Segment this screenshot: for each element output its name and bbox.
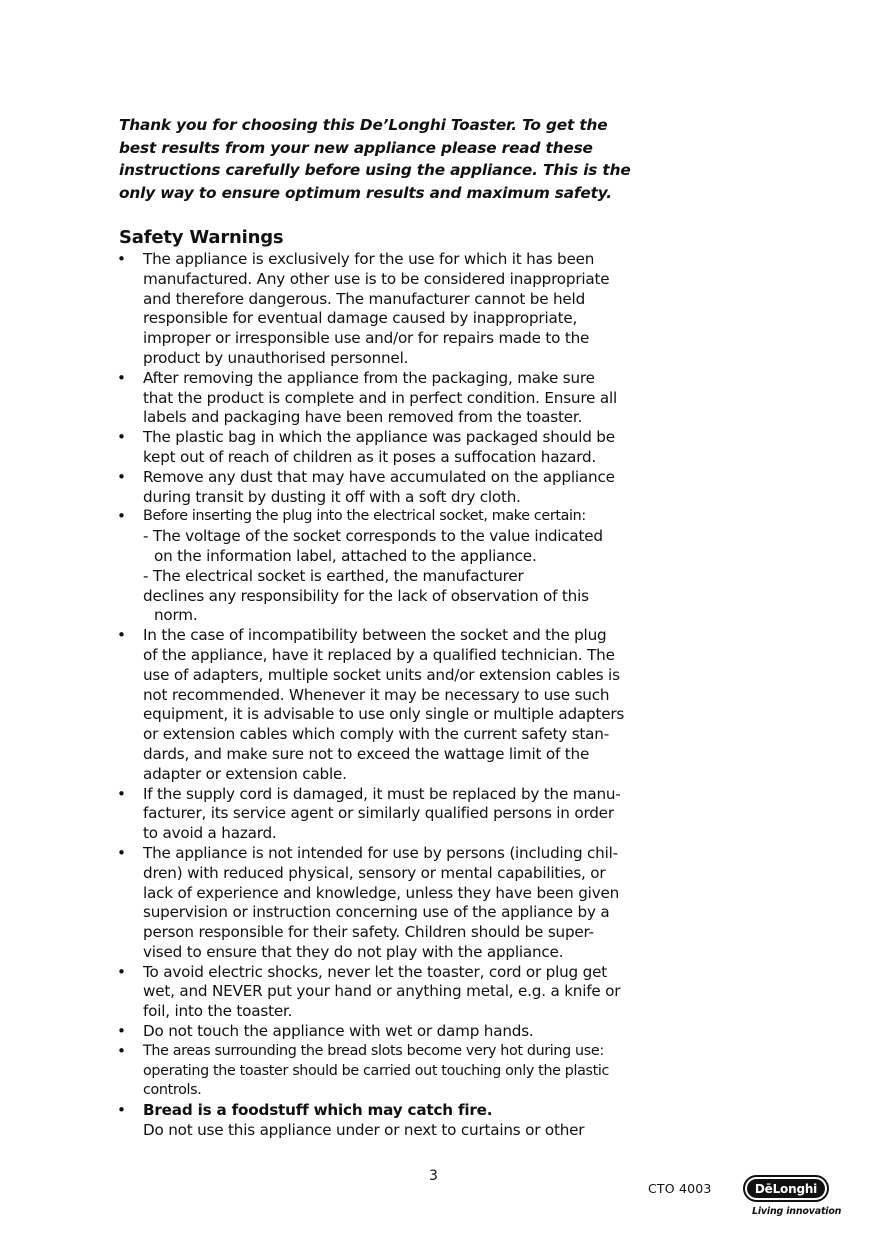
text-line: vised to ensure that they do not play with the appliance. xyxy=(143,942,564,961)
list-item xyxy=(117,626,637,784)
intro-line: instructions carefully before using the appliance. This is the xyxy=(119,161,631,180)
list-item xyxy=(117,1101,637,1141)
bullet: • xyxy=(117,507,126,526)
list-item xyxy=(117,428,637,468)
list-item xyxy=(117,785,637,844)
list-item xyxy=(117,963,637,1022)
text-line: of the appliance, have it replaced by a qualified technician. The xyxy=(143,645,615,664)
text-line: supervision or instruction concerning use of the appliance by a xyxy=(143,903,610,922)
list-item xyxy=(117,250,637,369)
bullet: • xyxy=(117,1101,126,1120)
bullet: • xyxy=(117,1022,126,1041)
text-line: - The electrical socket is earthed, the manufacturer xyxy=(143,566,524,585)
brand-logo xyxy=(743,1175,841,1217)
text-line: use of adapters, multiple socket units and/or extension cables is xyxy=(143,665,620,684)
bullet: • xyxy=(117,843,126,862)
text-line: equipment, it is advisable to use only single or multiple adapters xyxy=(143,705,625,724)
intro-line: best results from your new appliance please read these xyxy=(119,138,593,157)
text-line: labels and packaging have been removed from the toaster. xyxy=(143,408,583,427)
model-number: CTO 4003 xyxy=(648,1181,712,1196)
text-line: that the product is complete and in perfect condition. Ensure all xyxy=(143,388,617,407)
text-line: facturer, its service agent or similarly qualified persons in order xyxy=(143,804,614,823)
logo-badge xyxy=(743,1175,829,1202)
text-line: responsible for eventual damage caused by inappropriate, xyxy=(143,309,578,328)
intro-line: only way to ensure optimum results and maximum safety. xyxy=(119,184,612,203)
text-line: on the information label, attached to the appliance. xyxy=(154,546,537,565)
text-line: dards, and make sure not to exceed the wattage limit of the xyxy=(143,744,590,763)
text-line: Do not use this appliance under or next to curtains or other xyxy=(143,1121,585,1140)
bullet: • xyxy=(117,250,126,268)
text-line: improper or irresponsible use and/or for repairs made to the xyxy=(143,329,590,348)
list-item xyxy=(117,844,637,963)
text-line: kept out of reach of children as it poses a suffocation hazard. xyxy=(143,447,597,466)
brand-name: DēLonghi xyxy=(747,1179,825,1198)
bullet: • xyxy=(117,784,126,803)
text-line: Do not touch the appliance with wet or damp hands. xyxy=(143,1022,534,1041)
text-line: Bread is a foodstuff which may catch fire. xyxy=(143,1101,493,1120)
text-line: person responsible for their safety. Children should be super- xyxy=(143,923,594,942)
list-item xyxy=(117,507,637,626)
bullet: • xyxy=(117,428,126,447)
intro-paragraph xyxy=(119,114,629,205)
text-line: If the supply cord is damaged, it must be replaced by the manu- xyxy=(143,784,621,803)
text-line: and therefore dangerous. The manufacturer cannot be held xyxy=(143,289,586,308)
text-line: - The voltage of the socket corresponds to the value indicated xyxy=(143,527,603,546)
text-line: not recommended. Whenever it may be necessary to use such xyxy=(143,685,610,704)
text-line: to avoid a hazard. xyxy=(143,824,277,843)
section-title: Safety Warnings xyxy=(119,227,284,248)
text-line: After removing the appliance from the packaging, make sure xyxy=(143,368,595,387)
text-line: The appliance is exclusively for the use for which it has been xyxy=(143,250,595,268)
page-number: 3 xyxy=(429,1168,438,1184)
text-line: operating the toaster should be carried out touching only the plastic xyxy=(143,1062,610,1079)
text-line: product by unauthorised personnel. xyxy=(143,348,409,367)
safety-warnings-list xyxy=(117,250,637,1141)
text-line: manufactured. Any other use is to be considered inappropriate xyxy=(143,269,610,288)
text-line: foil, into the toaster. xyxy=(143,1002,293,1021)
text-line: adapter or extension cable. xyxy=(143,764,347,783)
text-line: The plastic bag in which the appliance was packaged should be xyxy=(143,428,615,447)
intro-line: Thank you for choosing this De’Longhi Toaster. To get the xyxy=(119,116,608,134)
text-line: declines any responsibility for the lack of observation of this xyxy=(143,586,589,605)
text-line: wet, and NEVER put your hand or anything metal, e.g. a knife or xyxy=(143,982,621,1001)
text-line: dren) with reduced physical, sensory or mental capabilities, or xyxy=(143,863,606,882)
text-line: lack of experience and knowledge, unless they have been given xyxy=(143,883,620,902)
text-line: To avoid electric shocks, never let the toaster, cord or plug get xyxy=(143,962,607,981)
list-item xyxy=(117,468,637,508)
text-line: norm. xyxy=(154,606,198,625)
bullet: • xyxy=(117,626,126,645)
text-line: The areas surrounding the bread slots become very hot during use: xyxy=(143,1042,604,1059)
list-item xyxy=(117,369,637,428)
text-line: Remove any dust that may have accumulated on the appliance xyxy=(143,467,615,486)
text-line: Before inserting the plug into the electrical socket, make certain: xyxy=(143,508,586,525)
brand-tagline: Living innovation xyxy=(752,1206,842,1217)
text-line: during transit by dusting it off with a soft dry cloth. xyxy=(143,487,521,506)
text-line: The appliance is not intended for use by persons (including chil- xyxy=(143,843,618,862)
text-line: In the case of incompatibility between the socket and the plug xyxy=(143,626,607,645)
bullet: • xyxy=(117,368,126,387)
list-item xyxy=(117,1022,637,1042)
bullet: • xyxy=(117,1041,126,1060)
text-line: or extension cables which comply with the current safety stan- xyxy=(143,725,609,744)
text-line: controls. xyxy=(143,1082,202,1099)
bullet: • xyxy=(117,467,126,486)
list-item xyxy=(117,1042,637,1101)
bullet: • xyxy=(117,962,126,981)
